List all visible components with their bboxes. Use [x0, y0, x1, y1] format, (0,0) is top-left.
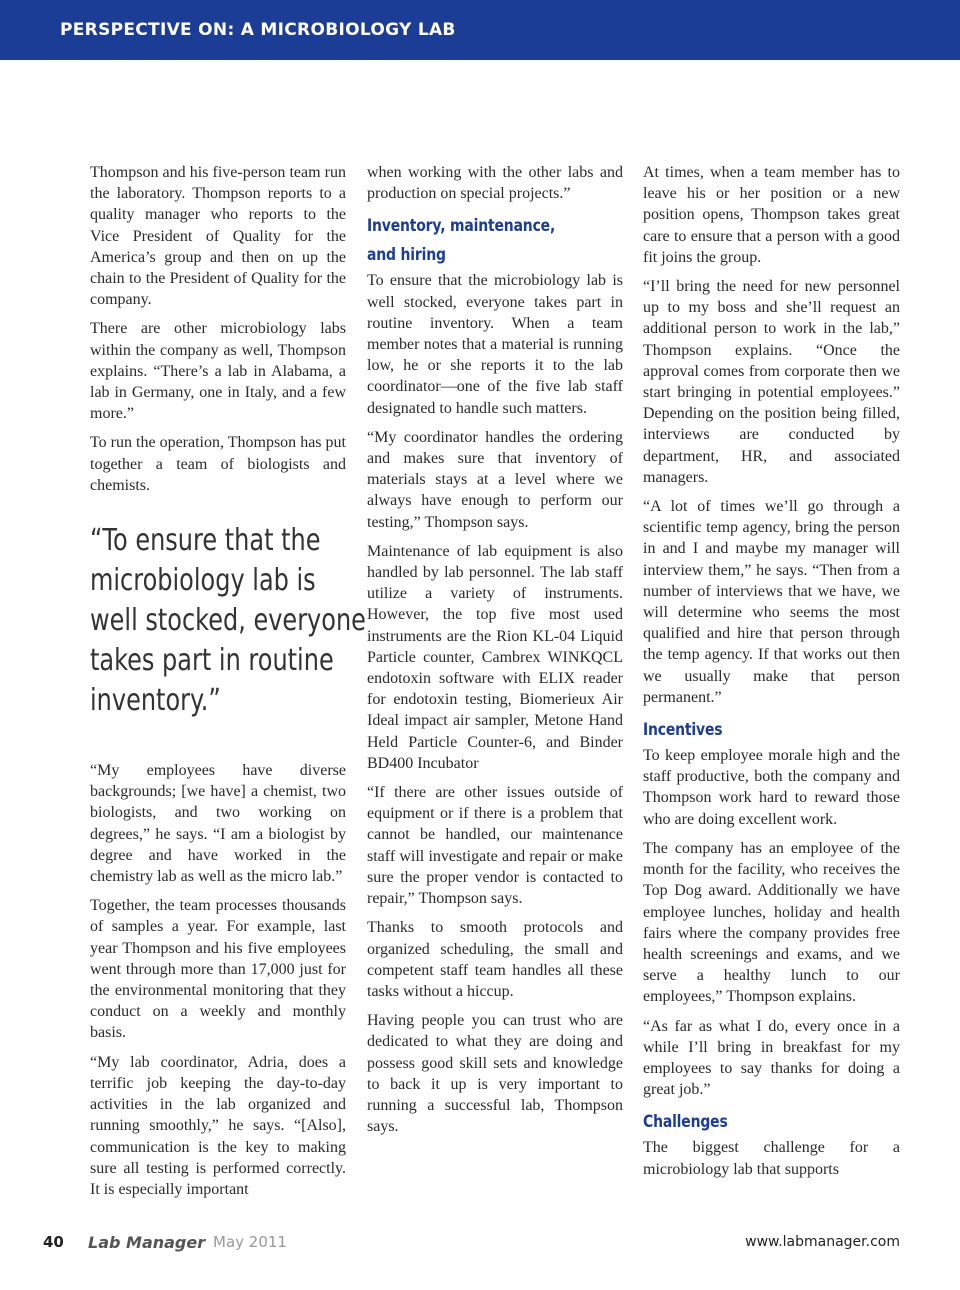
pull-quote-line: well stocked, everyone [90, 603, 366, 639]
section-title: PERSPECTIVE ON: A MICROBIOLOGY LAB [60, 20, 456, 40]
body-paragraph: Together, the team processes thousands of samples a year. For example, last year Thompson and his five employees went through more than 17,000 just for the environmental monitoring that they conduct on a weekly and monthly basis. [90, 897, 346, 1042]
issue-date: May 2011 [213, 1233, 287, 1251]
body-paragraph: “My lab coordinator, Adria, does a terrific job keeping the day-to-day activities in the lab organized and running smoothly,” he says. “[Also], communication is the key to making sure all testing is performed correctly. It is especially important [90, 1053, 346, 1198]
pull-quote-line: inventory.” [90, 683, 221, 719]
body-paragraph: The biggest challenge for a microbiology lab that supports [643, 1139, 900, 1178]
body-paragraph: “My employees have diverse backgrounds; [we have] a chemist, two biologists, and two working on degrees,” he says. “I am a biologist by degree and have worked in the chemistry lab as well as the micro lab.” [90, 762, 346, 886]
body-paragraph: “I’ll bring the need for new personnel up to my boss and she’ll request an additional person to work in the lab,” Thompson explains. “Once the approval comes from corporate then we start bringing in potential employees.” Depending on the position being filled, interviews are conducted by department, HR, and associated managers. [643, 278, 900, 486]
section-heading-inventory [367, 212, 577, 270]
pull-quote-line: “To ensure that the [90, 523, 321, 559]
article-column-2 [367, 162, 623, 1145]
heading-line: Inventory, maintenance, [367, 216, 556, 237]
body-paragraph: Maintenance of lab equipment is also handled by lab personnel. The lab staff utilize a variety of instruments. However, the top five most used instruments are the Rion KL-04 Liquid Particle counter, Cambrex WINKQCL endotoxin software with ELIX reader for endotoxin testing, Biomerieux Air Ideal impact air sampler, Metone Hand Held Particle Counter-6, and Binder BD400 Incubator [367, 542, 623, 772]
article-column-1 [90, 162, 366, 1208]
pull-quote-line: takes part in routine [90, 643, 334, 679]
article-column-3 [643, 162, 900, 1188]
body-paragraph: There are other microbiology labs within the company as well, Thompson explains. “There’s a lab in Alabama, a lab in Germany, one in Italy, and a few more.” [90, 320, 346, 423]
body-paragraph: Thanks to smooth protocols and organized scheduling, the small and competent staff team handles all these tasks without a hiccup. [367, 919, 623, 1000]
body-paragraph: To ensure that the microbiology lab is well stocked, everyone takes part in routine inventory. When a team member notes that a material is running low, he or she reports it to the lab coordinator—one of the five lab staff designated to handle such matters. [367, 272, 623, 417]
website-url: www.labmanager.com [745, 1234, 900, 1250]
body-paragraph: At times, when a team member has to leave his or her position or a new position opens, Thompson takes great care to ensure that a person with a good fit joins the group. [643, 164, 900, 266]
body-paragraph: To run the operation, Thompson has put together a team of biologists and chemists. [90, 434, 346, 494]
page-number: 40 [43, 1233, 64, 1251]
section-heading-incentives: Incentives [643, 720, 723, 741]
body-paragraph: To keep employee morale high and the staff productive, both the company and Thompson work hard to reward those who are doing excellent work. [643, 747, 900, 828]
pull-quote-line: microbiology lab is [90, 563, 316, 599]
magazine-name: Lab Manager [88, 1233, 206, 1252]
section-heading-challenges: Challenges [643, 1112, 728, 1133]
body-paragraph: “If there are other issues outside of equipment or if there is a problem that cannot be handled, our maintenance staff will investigate and repair or make sure the proper vendor is contacted to repair,” Thompson says. [367, 784, 623, 908]
body-paragraph: “As far as what I do, every once in a while I’ll bring in breakfast for my employees to say thanks for doing a great job.” [643, 1017, 900, 1099]
body-paragraph: Thompson and his five-person team run the laboratory. Thompson reports to a quality manager who reports to the Vice President of Quality for the America’s group and then on up the chain to the President of Quality for the company. [90, 164, 346, 309]
body-paragraph: “A lot of times we’ll go through a scientific temp agency, bring the person in and I and maybe my manager will interview them,” he says. “Then from a number of interviews that we have, we will determine who seems the most qualified and hire that person through the temp agency. If that works out then we usually make that person permanent.” [643, 498, 900, 706]
body-paragraph: “My coordinator handles the ordering and makes sure that inventory of materials stays at a level where we always have enough to perform our testing,” Thompson says. [367, 428, 623, 531]
heading-line: and hiring [367, 245, 446, 266]
body-paragraph: when working with the other labs and production on special projects.” [367, 164, 623, 203]
header-banner [0, 0, 960, 60]
body-paragraph: The company has an employee of the month for the facility, who receives the Top Dog award. Additionally we have employee lunches, holiday and health fairs where the company provides free health screenings and exams, and we serve a healthy lunch to our employees,” Thompson explains. [643, 839, 900, 1006]
pull-quote [90, 521, 366, 721]
body-paragraph: Having people you can trust who are dedicated to what they are doing and possess good skill sets and knowledge to back it up is very important to running a successful lab, Thompson says. [367, 1012, 623, 1136]
